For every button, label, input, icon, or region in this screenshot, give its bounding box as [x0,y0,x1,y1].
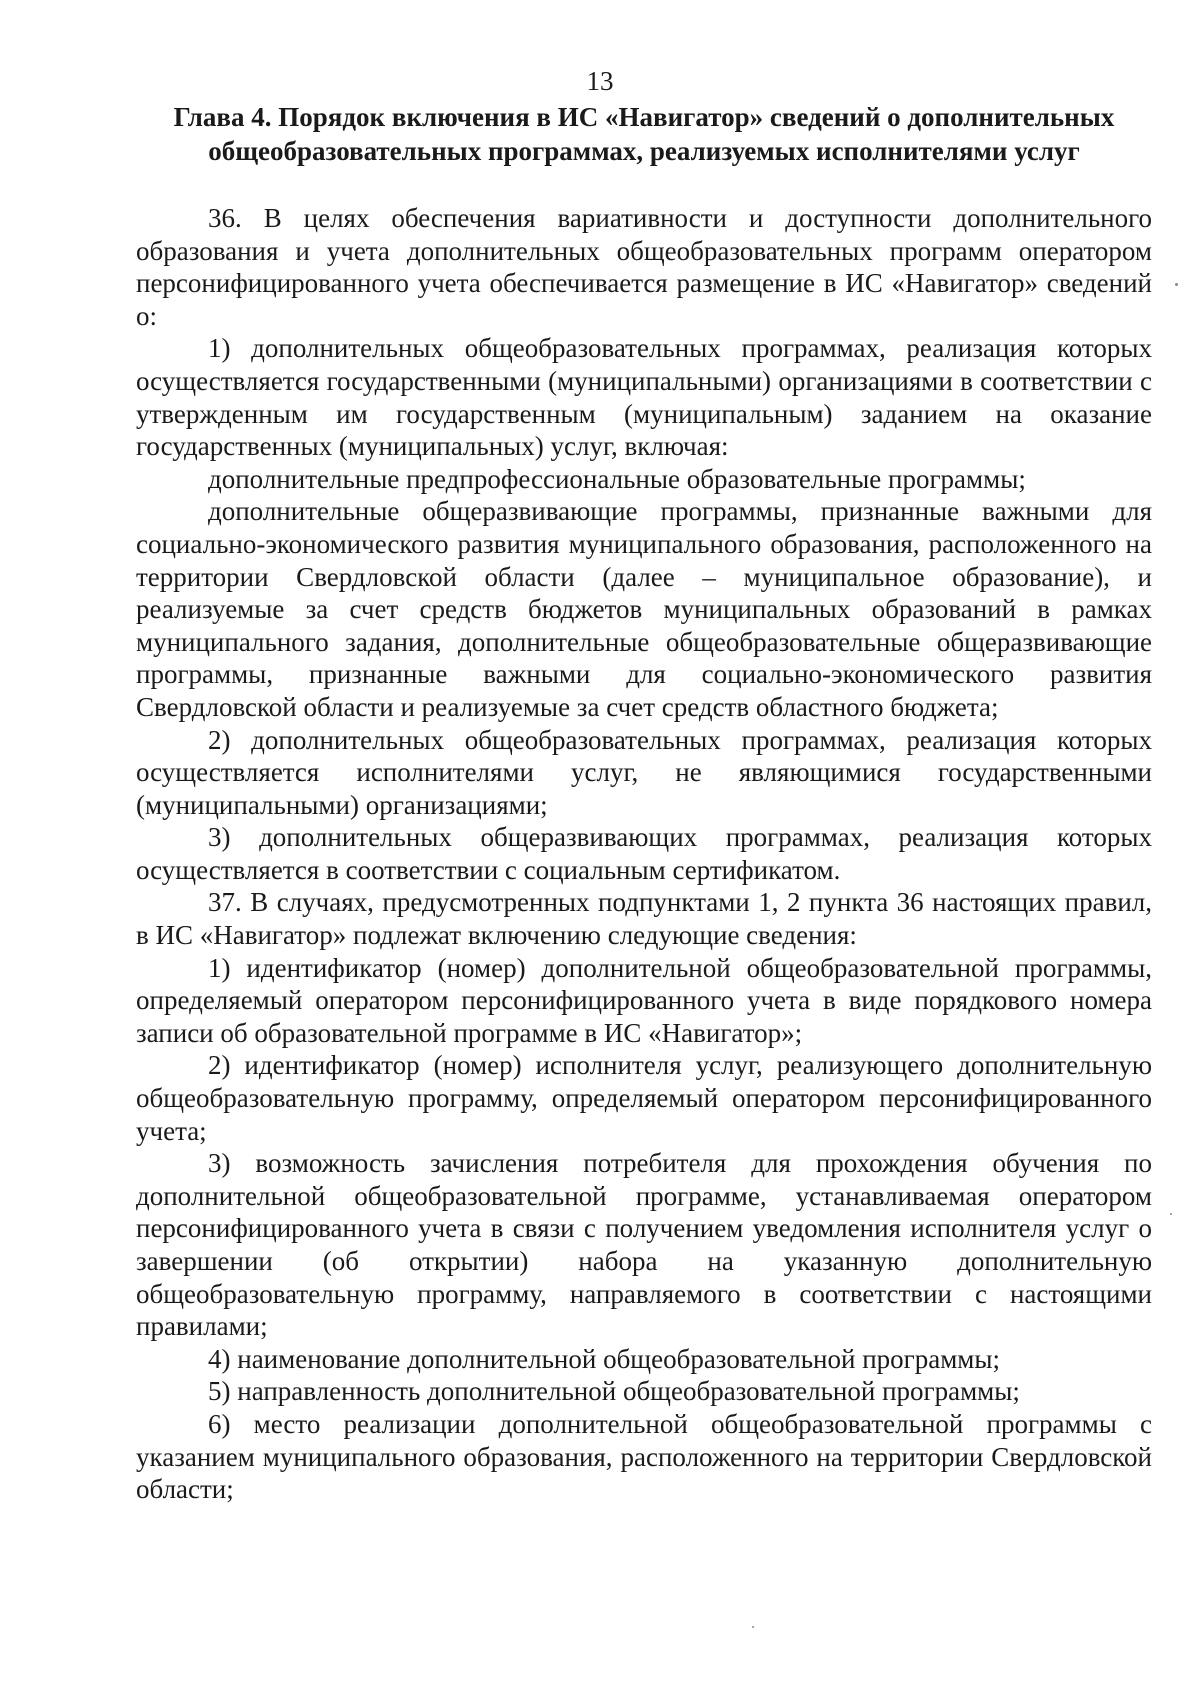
paragraph-37-item-2: 2) идентификатор (номер) исполнителя услуг, реализующего дополнительную общеобразовательную программу, определяемый оператором персонифицированного учета; [136,1050,1152,1146]
page-number: 13 [586,66,614,96]
document-body [136,202,1152,1506]
paragraph-37-item-4: 4) наименование дополнительной общеобразовательной программы; [208,1343,1001,1374]
scan-speck [1175,283,1178,286]
chapter-heading: Глава 4. Порядок включения в ИС «Навигатор» сведений о дополнительных общеобразовательных программах, реализуемых исполнителями услуг [173,102,1115,166]
scan-speck [752,1626,754,1628]
paragraph-36-item-3: 3) дополнительных общеразвивающих программах, реализация которых осуществляется в соответствии с социальным сертификатом. [136,822,1152,885]
paragraph-37-intro: 37. В случаях, предусмотренных подпунктами 1, 2 пункта 36 настоящих правил, в ИС «Навигатор» подлежат включению следующие сведения: [136,887,1152,951]
paragraph-37-item-1: 1) идентификатор (номер) дополнительной общеобразовательной программы, определяемый оператором персонифицированного учета в виде порядкового номера записи об образовательной программе в ИС «Навигатор»; [136,952,1152,1048]
paragraph-36-item-1: 1) дополнительных общеобразовательных программах, реализация которых осуществляется государственными (муниципальными) организациями в соответствии с утвержденным им государственным (муниципальным) заданием на оказание государственных (муниципальных) услуг, включая: [136,333,1152,462]
paragraph-36-intro: 36. В целях обеспечения вариативности и доступности дополнительного образования и учета дополнительных общеобразовательных программ оператором персонифицированного учета обеспечивается размещение в ИС «Навигатор» сведений о: [136,203,1152,331]
scan-speck [1170,1213,1172,1215]
paragraph-36-item-1b: дополнительные общеразвивающие программы, признанные важными для социально-экономического развития муниципального образования, расположенного на территории Свердловской области (далее – муниципальное образование), и реализуемые за счет средств бюджетов муниципальных образований в рамках муниципального задания, дополнительные общеобразовательные общеразвивающие программы, признанные важными для социально-экономического развития Свердловской области и реализуемые за счет средств областного бюджета; [136,496,1152,722]
paragraph-37-item-3: 3) возможность зачисления потребителя для прохождения обучения по дополнительной общеобразовательной программе, устанавливаемая оператором персонифицированного учета в связи с получением уведомления исполнителя услуг о завершении (об открытии) набора на указанную дополнительную общеобразовательную программу, направляемого в соответствии с настоящими правилами; [136,1148,1152,1342]
paragraph-36-item-1a: дополнительные предпрофессиональные образовательные программы; [208,463,1026,494]
paragraph-37-item-5: 5) направленность дополнительной общеобразовательной программы; [208,1376,1020,1407]
paragraph-36-item-2: 2) дополнительных общеобразовательных программах, реализация которых осуществляется исполнителями услуг, не являющимися государственными (муниципальными) организациями; [136,724,1152,820]
paragraph-37-item-6: 6) место реализации дополнительной общеобразовательной программы с указанием муниципального образования, расположенного на территории Свердловской области; [136,1408,1152,1505]
